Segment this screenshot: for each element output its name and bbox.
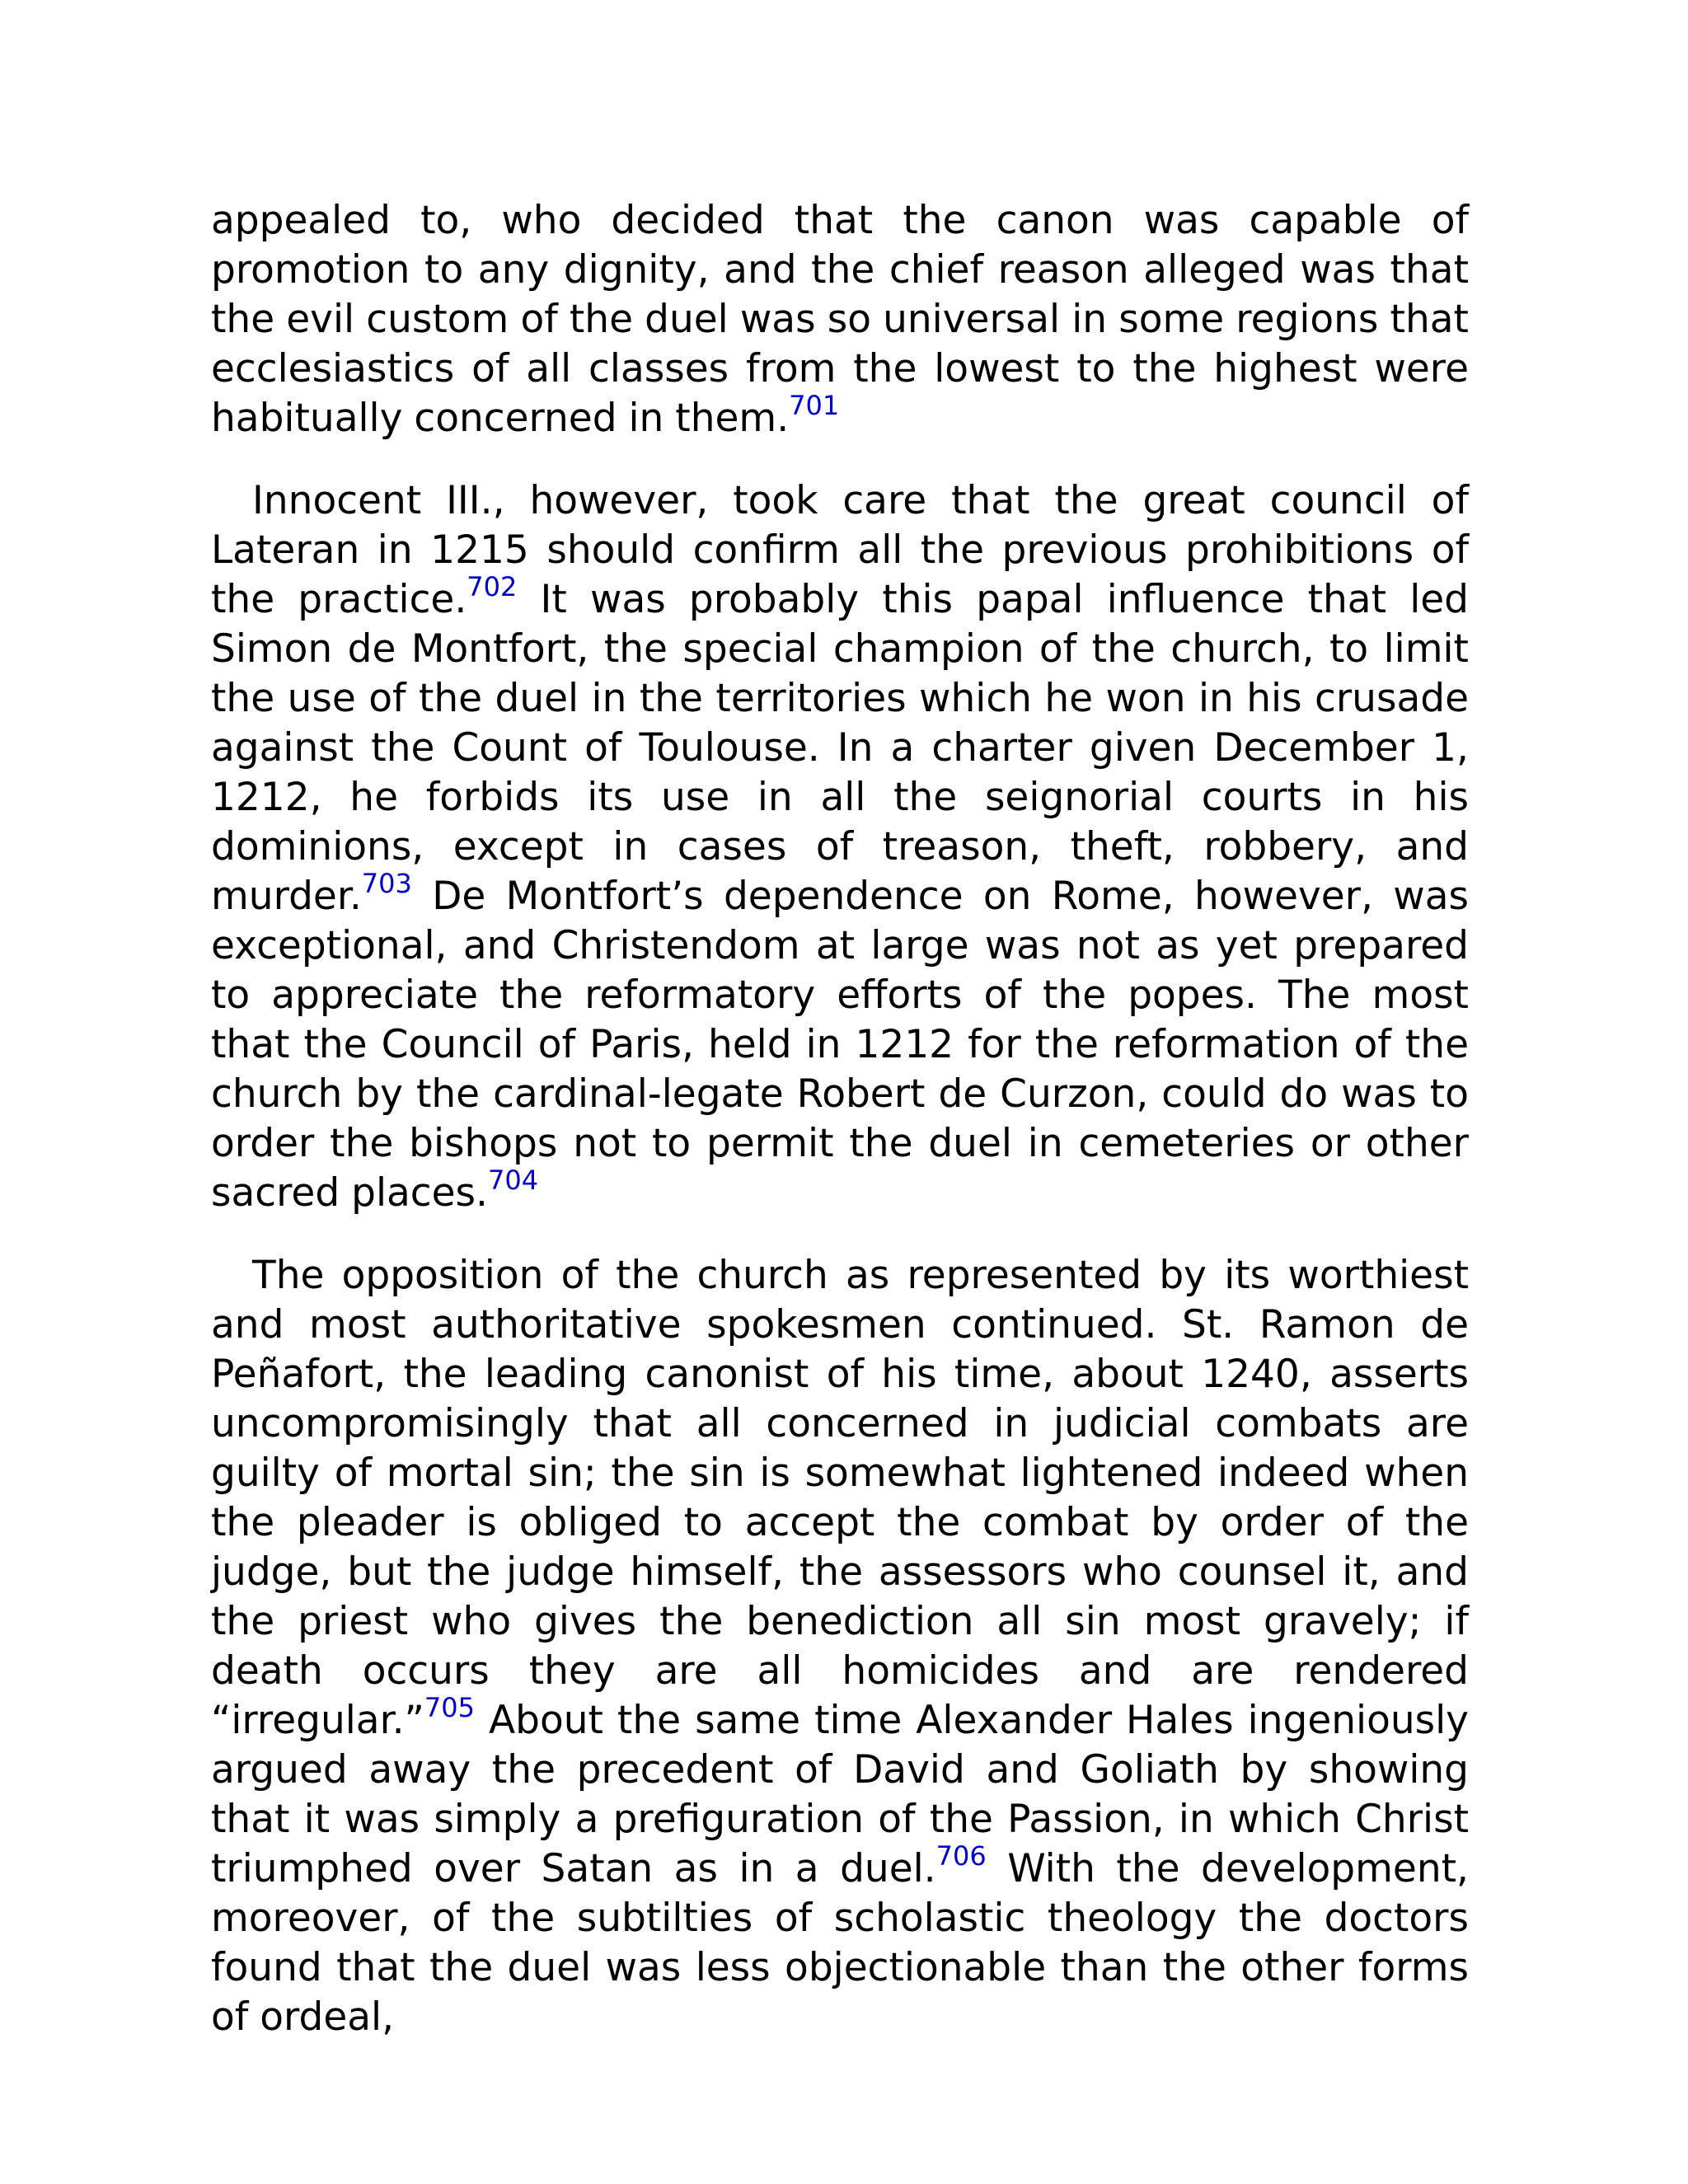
footnote-link-704[interactable]: 704 bbox=[488, 1165, 539, 1196]
paragraph-text: Innocent III., however, took care that the great council of Lateran in 1215 should confirm all the previous prohibitions of the practice. bbox=[211, 478, 1469, 622]
paragraph-text: De Montfort’s dependence on Rome, however, was exceptional, and Christendom at large was not as yet prepared to appreciate the reformatory efforts of the popes. The most that the Council of Paris, held in 1212 for the reformation of the church by the cardinal-legate Robert de Curzon, could do was to order the bishops not to permit the duel in cemeteries or other sacred places. bbox=[211, 874, 1469, 1216]
paragraph-text: The opposition of the church as represented by its worthiest and most authoritative spokesmen continued. St. Ramon de Peñafort, the leading canonist of his time, about 1240, asserts uncompromisingly that all concerned in judicial combats are guilty of mortal sin; the sin is somewhat lightened indeed when the pleader is obliged to accept the combat by order of the judge, but the judge himself, the assessors who counsel it, and the priest who gives the benediction all sin most gravely; if death occurs they are all homicides and are rendered “irregular.” bbox=[211, 1253, 1469, 1743]
footnote-link-705[interactable]: 705 bbox=[424, 1692, 475, 1723]
page-body bbox=[211, 196, 1469, 2075]
footnote-link-706[interactable]: 706 bbox=[935, 1840, 987, 1872]
paragraph-3 bbox=[211, 1251, 1469, 2042]
footnote-link-703[interactable]: 703 bbox=[361, 868, 412, 899]
paragraph-text: It was probably this papal influence that led Simon de Montfort, the special champion of the church, to limit the use of the duel in the territories which he won in his crusade against the Count of Toulouse. In a charter given December 1, 1212, he forbids its use in all the seignorial courts in his dominions, except in cases of treason, theft, robbery, and murder. bbox=[211, 577, 1469, 919]
paragraph-1 bbox=[211, 196, 1469, 443]
paragraph-text: appealed to, who decided that the canon was capable of promotion to any dignity, and the chief reason alleged was that the evil custom of the duel was so universal in some regions that ecclesiastics of all classes from the lowest to the highest were habitually concerned in them. bbox=[211, 198, 1469, 441]
paragraph-2 bbox=[211, 476, 1469, 1218]
paragraph-text: About the same time Alexander Hales ingeniously argued away the precedent of David and Goliath by showing that it was simply a prefiguration of the Passion, in which Christ triumphed over Satan as in a duel. bbox=[211, 1698, 1469, 1891]
footnote-link-702[interactable]: 702 bbox=[467, 571, 518, 602]
footnote-link-701[interactable]: 701 bbox=[789, 390, 840, 421]
paragraph-text: With the development, moreover, of the subtilties of scholastic theology the doctors found that the duel was less objectionable than the other forms of ordeal, bbox=[211, 1846, 1469, 2040]
